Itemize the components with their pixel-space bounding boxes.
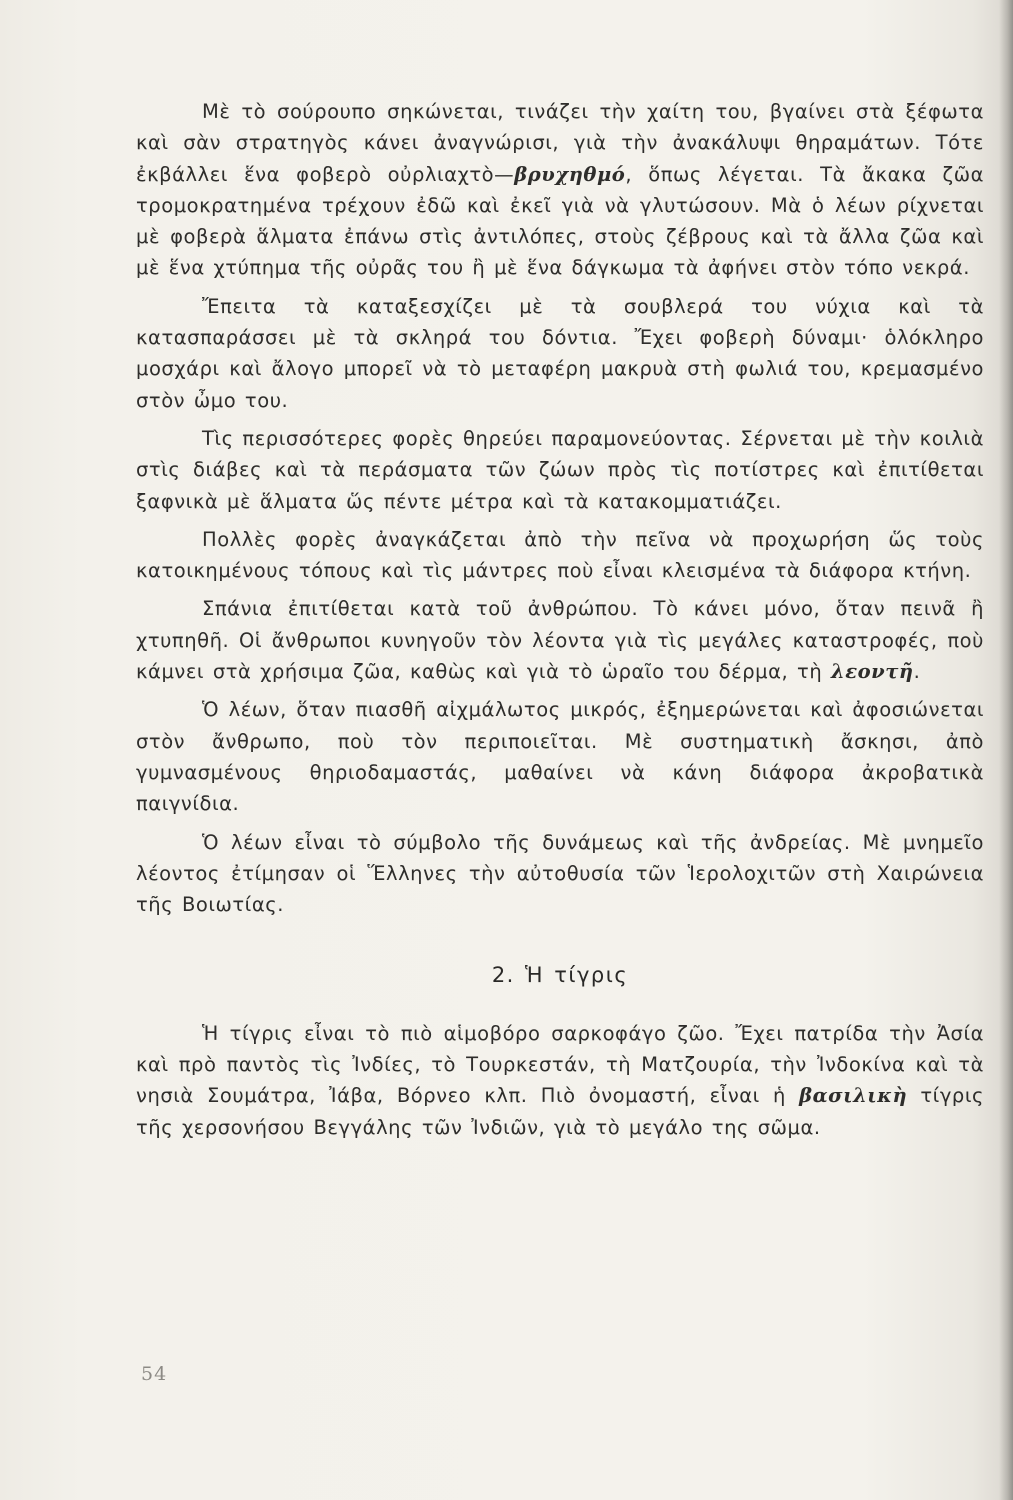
paragraph (136, 593, 984, 687)
page-number: 54 (141, 1363, 168, 1385)
text-run: Τὶς περισσότερες φορὲς θηρεύει παραμονεύοντας. Σέρνεται μὲ τὴν κοιλιὰ στὶς διάβες καὶ τὰ περάσματα τῶν ζώων πρὸς τὶς ποτίστρες καὶ ἐπιτίθεται ξαφνικὰ μὲ ἅλματα ὥς πέντε μέτρα καὶ τὰ κατακομματιάζει. (136, 426, 984, 513)
paragraph (136, 291, 984, 416)
emphasized-term: λεοντῆ (830, 660, 914, 684)
page-text-block (136, 96, 984, 1150)
text-run: Ἡ τίγρις εἶναι τὸ πιὸ αἱμοβόρο σαρκοφάγο ζῶο. Ἔχει πατρίδα τὴν Ἀσία καὶ πρὸ παντὸς τὶς Ἰνδίες, τὸ Τουρκεστάν, τὴ Ματζουρία, τὴν Ἰνδοκίνα καὶ τὰ νησιὰ Σουμάτρα, Ἰάβα, Βόρνεο κλπ. Πιὸ ὀνομαστή, εἶναι ἡ (136, 1021, 984, 1108)
paragraph (136, 524, 984, 587)
lion-section (136, 96, 984, 920)
paragraph (136, 827, 984, 921)
page-binding-edge (999, 0, 1013, 1500)
text-run: Ἔπειτα τὰ καταξεσχίζει μὲ τὰ σουβλερά του νύχια καὶ τὰ κατασπαράσσει μὲ τὰ σκληρά του δόντια. Ἔχει φοβερὴ δύναμι· ὁλόκληρο μοσχάρι καὶ ἄλογο μπορεῖ νὰ τὸ μεταφέρη μακρυὰ στὴ φωλιά του, κρεμασμένο στὸν ὦμο του. (136, 294, 984, 412)
section-heading: 2. Ἡ τίγρις (491, 963, 629, 988)
text-run: Σπάνια ἐπιτίθεται κατὰ τοῦ ἀνθρώπου. Τὸ κάνει μόνο, ὅταν πεινᾶ ἢ χτυπηθῆ. Οἱ ἄνθρωποι κυνηγοῦν τὸν λέοντα γιὰ τὶς μεγάλες καταστροφές, ποὺ κάμνει στὰ χρήσιμα ζῶα, καθὼς καὶ γιὰ τὸ ὡραῖο του δέρμα, τὴ (136, 597, 984, 684)
paragraph (136, 1018, 984, 1143)
text-run: τίγρις τῆς χερσονήσου Βεγγάλης τῶν Ἰνδιῶν, γιὰ τὸ μεγάλο της σῶμα. (136, 1084, 984, 1139)
text-run: . (913, 660, 921, 684)
text-run: Ὁ λέων εἶναι τὸ σύμβολο τῆς δυνάμεως καὶ τῆς ἀνδρείας. Μὲ μνημεῖο λέοντος ἐτίμησαν οἱ Ἕλληνες τὴν αὐτοθυσία τῶν Ἱερολοχιτῶν στὴ Χαιρώνεια τῆς Βοιωτίας. (136, 830, 984, 917)
text-run: Μὲ τὸ σούρουπο σηκώνεται, τινάζει τὴν χαίτη του, βγαίνει στὰ ξέφωτα καὶ σὰν στρατηγὸς κάνει ἀναγνώρισι, γιὰ τὴν ἀνακάλυψι θηραμάτων. Τότε ἐκβάλλει ἕνα φοβερὸ οὐρλιαχτὸ— (136, 100, 984, 186)
paragraph (136, 423, 984, 517)
emphasized-term: βασιλικὴ (799, 1084, 908, 1108)
text-run: , ὅπως λέγεται. Τὰ ἄκακα ζῶα τρομοκρατημένα τρέχουν ἐδῶ καὶ ἐκεῖ γιὰ νὰ γλυτώσουν. Μὰ ὁ λέων ρίχνεται μὲ φοβερὰ ἅλματα ἐπάνω στὶς ἀντιλόπες, στοὺς ζέβρους καὶ τὰ ἄλλα ζῶα καὶ μὲ ἕνα χτύπημα τῆς οὐρᾶς του ἢ μὲ ἕνα δάγκωμα τὰ ἀφήνει στὸν τόπο νεκρά. (136, 162, 984, 280)
tiger-section (136, 1018, 984, 1143)
paragraph (136, 96, 984, 284)
text-run: Ὁ λέων, ὅταν πιασθῆ αἰχμάλωτος μικρός, ἐξημερώνεται καὶ ἀφοσιώνεται στὸν ἄνθρωπο, ποὺ τὸν περιποιεῖται. Μὲ συστηματικὴ ἄσκησι, ἀπὸ γυμνασμένους θηριοδαμαστάς, μαθαίνει νὰ κάνη διάφορα ἀκροβατικὰ παιγνίδια. (136, 698, 984, 816)
emphasized-term: βρυχηθμό (514, 162, 626, 186)
paragraph (136, 694, 984, 819)
text-run: Πολλὲς φορὲς ἀναγκάζεται ἀπὸ τὴν πεῖνα νὰ προχωρήση ὥς τοὺς κατοικημένους τόπους καὶ τὶς μάντρες ποὺ εἶναι κλεισμένα τὰ διάφορα κτήνη. (136, 527, 984, 583)
